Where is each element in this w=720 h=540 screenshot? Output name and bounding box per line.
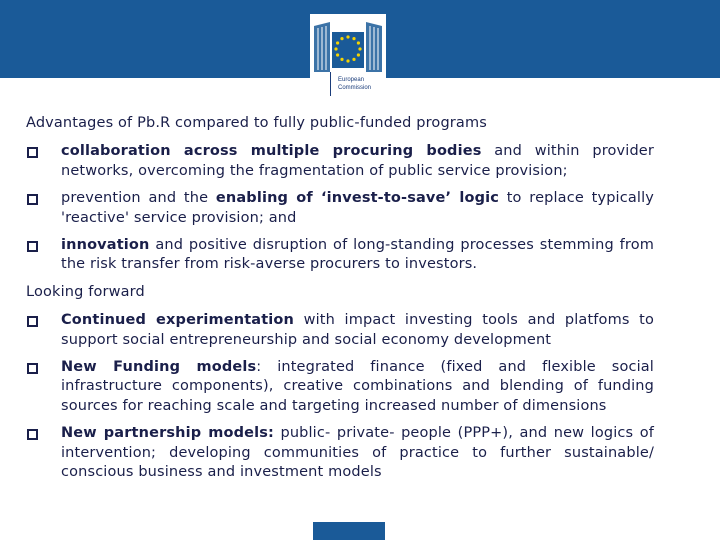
checkbox-bullet-icon: [27, 429, 38, 440]
bullet-emphasis: Continued experimentation: [61, 312, 294, 329]
slide-content: [26, 114, 654, 491]
bullet-text: public- private- people (PPP+), and new logics of intervention; developing communities of practice to further sustainable/ conscious business and investment models: [61, 425, 654, 481]
bullet-lead: prevention and the: [61, 190, 216, 207]
bullet-emphasis: innovation: [61, 237, 150, 254]
checkbox-bullet-icon: [27, 241, 38, 252]
bullet-emphasis: collaboration across multiple procuring bodies: [61, 143, 482, 160]
logo-line-2: Commission: [338, 85, 372, 91]
checkbox-bullet-icon: [27, 316, 38, 327]
bullet-partnership-models: [26, 424, 654, 482]
checkbox-bullet-icon: [27, 363, 38, 374]
bullet-innovation: [26, 236, 654, 275]
bullet-text: to replace typically 'reactive' service provision; and: [61, 190, 654, 226]
logo-line-1: European: [338, 77, 365, 83]
logo-text: [338, 76, 371, 92]
bullet-experimentation: [26, 311, 654, 350]
bullet-text: : integrated finance (fixed and flexible social infrastructure components), creative combinations and blending of funding sources for reaching scale and targeting increased number of dimensions: [61, 359, 654, 414]
bullet-text: with impact investing tools and platfoms to support social entrepreneurship and social economy development: [61, 312, 654, 348]
section-heading-looking-forward: Looking forward: [26, 283, 145, 300]
checkbox-bullet-icon: [27, 147, 38, 158]
bullet-text: and within provider networks, overcoming the fragmentation of public service provision;: [61, 143, 654, 179]
bullet-collaboration: [26, 142, 654, 181]
bullet-emphasis: New partnership models:: [61, 425, 274, 442]
footer-accent: [313, 522, 385, 540]
bullet-text: and positive disruption of long-standing processes stemming from the risk transfer from risk-averse procurers to investors.: [61, 237, 654, 273]
bullet-prevention: [26, 189, 654, 228]
bullet-emphasis: enabling of ‘invest-to-save’ logic: [215, 190, 499, 207]
bullet-funding-models: [26, 358, 654, 416]
section-heading-advantages: Advantages of Pb.R compared to fully public-funded programs: [26, 115, 487, 131]
bullet-emphasis: New Funding models: [61, 359, 257, 376]
european-commission-logo: [310, 14, 386, 100]
checkbox-bullet-icon: [27, 194, 38, 205]
